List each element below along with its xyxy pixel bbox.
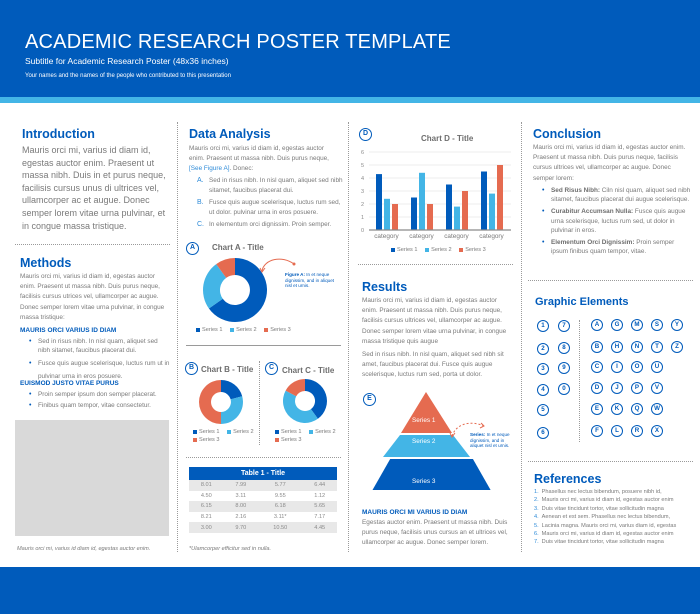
number-circle-icon: 5	[537, 404, 549, 416]
table-cell: 8.01	[189, 480, 224, 491]
letter-circle-icon: K	[611, 403, 623, 415]
letter-circle-icon: M	[631, 319, 643, 331]
legend-item: Series 3	[193, 437, 220, 443]
column-divider	[521, 122, 522, 552]
letter-circle-icon: A	[591, 319, 603, 331]
methods-body: Mauris orci mi, varius id diam id, egestas auctor enim. Praesent ut massa nibh. Duis purus neque, facilisis cursus utrices vel, ullamcorper ac augue. Donec semper lorem vitae urna pulvinar, in congue massa tristique:	[20, 273, 165, 321]
legend-item: Series 1	[193, 429, 220, 435]
reference-number: 5.	[534, 522, 539, 529]
axis-tick-label: category	[444, 233, 469, 240]
table-row	[189, 491, 337, 502]
number-circle-icon: 1	[537, 320, 549, 332]
list-item	[197, 220, 343, 230]
methods-subheading-1: MAURIS ORCI VARIUS ID DIAM	[20, 327, 117, 334]
table-footnote: *Ulamcorper efficitur sed in nulla.	[189, 546, 272, 552]
reference-text: Mauris orci mi, varius id diam id, egestas auctor enim	[541, 531, 674, 538]
letter-circle-icon: Q	[631, 403, 643, 415]
number-circle-icon: 4	[537, 384, 549, 396]
list-text: Fusce quis augue scelerisque, luctus rum sed, ut dolor. pulvinar urna in eros posuere.	[209, 199, 341, 216]
table-cell: 2.16	[235, 514, 247, 521]
legend-item: Series 1	[391, 247, 418, 253]
poster-title: ACADEMIC RESEARCH POSTER TEMPLATE	[25, 31, 451, 53]
data-table	[189, 467, 337, 533]
section-divider	[358, 264, 513, 265]
table-cell: 3.11*	[273, 514, 287, 521]
chart-e-badge: E	[363, 393, 376, 406]
conclusion-bullets	[542, 186, 692, 258]
axis-tick-label: category	[479, 233, 504, 240]
section-divider	[528, 461, 693, 462]
image-caption: Mauris orci mi, varius id diam id, egestas auctor enim.	[17, 546, 151, 552]
letter-circle-icon: B	[591, 341, 603, 353]
section-divider	[528, 280, 693, 281]
bullet-text: Proin semper ipsum finibus quam tempor, vitae.	[551, 239, 675, 256]
number-circle-icon: 8	[558, 342, 570, 354]
bullet-text: Ciln nisl quam, aliquet sed nibh sitamet, faucibus placerat dui augue scelerisque.	[551, 187, 691, 204]
methods-heading: Methods	[20, 256, 72, 270]
table-cell: 10.50	[258, 522, 302, 533]
table-cell: 6.18	[258, 501, 302, 512]
body-text: Mauris orci mi, varius id diam id, egestas auctor enim. Praesent ut massa nibh. Duis purus neque,	[189, 145, 329, 163]
legend-item: Series 2	[230, 327, 257, 333]
list-item	[197, 176, 343, 195]
data-analysis-list	[197, 176, 343, 233]
pyramid-tier-3-label: Series 3	[412, 478, 436, 485]
list-marker: C.	[197, 221, 204, 229]
reference-number: 1.	[534, 489, 539, 495]
chart-a-badge: A	[186, 242, 199, 255]
reference-item	[534, 505, 694, 513]
header-accent-stripe	[0, 97, 700, 103]
table-cell: 9.70	[224, 522, 259, 533]
reference-text: Duis vitae tincidunt tortor, vitae sollicitudin magna	[541, 505, 664, 512]
reference-text: Duis vitae tincidunt tortor, vitae sollicitudin magna	[541, 539, 664, 546]
list-item: • Finibus quam tempor, vitae consectetur.	[29, 401, 171, 410]
methods-subheading-2: EUISMOD JUSTO VITAE PURUS	[20, 380, 119, 387]
chart-e-subheading: MAURIS ORCI MI VARIUS ID DIAM	[362, 509, 468, 516]
results-body-1: Mauris orci mi, varius id diam id, egestas auctor enim. Praesent ut massa nibh. Duis purus neque, facilisis cursus ultrices vel, ullamcorper ac augue. Donec semper lorem vitae urna pulvinar, in congue massa tristique quis augue	[362, 297, 507, 345]
list-item: • Sed in risus nibh. In nisl quam, aliquet sed nibh sitamet, faucibus placerat dui.	[29, 337, 171, 355]
chart-e-body: Egestas auctor enim. Praesent ut massa nibh. Duis purus neque, facilisis unus cursus an et ultrices vel, ullamcorper ac augue. Donec semper lorem.	[362, 519, 508, 547]
chart-d-x-axis-labels	[369, 233, 509, 240]
bullet-label: Sed Risus Nibh:	[551, 187, 601, 194]
reference-number: 6.	[534, 531, 539, 538]
letter-circle-icon: I	[611, 361, 623, 373]
reference-number: 4.	[534, 514, 539, 521]
column-divider	[177, 122, 178, 552]
svg-text:1: 1	[360, 215, 364, 221]
poster-authors: Your names and the names of the people who contributed to this presentation	[25, 73, 231, 79]
image-placeholder	[15, 420, 169, 536]
data-analysis-body	[189, 144, 341, 175]
pyramid-tier-1-label: Series 1	[412, 417, 436, 424]
chart-b-donut	[197, 378, 245, 426]
reference-item	[534, 530, 694, 538]
number-circle-icon: 2	[537, 343, 549, 355]
legend-item: Series 3	[459, 247, 486, 253]
reference-text: Phasellus nec lectus bibendum, posuere nibh id,	[541, 489, 662, 495]
reference-item	[534, 488, 694, 496]
letter-circle-icon: V	[651, 382, 663, 394]
number-circle-icon: 0	[558, 383, 570, 395]
legend-item: Series 3	[264, 327, 291, 333]
number-circle-icon: 7	[558, 320, 570, 332]
chart-b-badge: B	[185, 362, 198, 375]
reference-number: 2.	[534, 497, 539, 504]
table-cell: 6.44	[302, 480, 337, 491]
legend-item: Series 2	[309, 429, 336, 435]
chart-a-title: Chart A - Title	[212, 243, 264, 252]
conclusion-body: Mauris orci mi, varius id diam id, egestas auctor enim. Praesent ut massa nibh. Duis purus neque, facilisis cursus ultrices vel, ullamcorper ac augue. Donec semper lorem:	[533, 144, 686, 182]
table-row	[189, 501, 337, 512]
letter-circle-icon: U	[651, 361, 663, 373]
methods-bullets-2	[29, 390, 171, 412]
list-item	[197, 198, 343, 217]
chart-d-legend	[391, 247, 492, 253]
svg-text:0: 0	[360, 228, 364, 234]
section-divider	[186, 457, 341, 458]
table-row	[189, 522, 337, 533]
data-analysis-heading: Data Analysis	[189, 127, 271, 141]
svg-text:5: 5	[360, 163, 364, 169]
list-item: • Fusce quis augue scelerisque, luctus rum ut in pulvinar urna in eros posuere.	[29, 357, 171, 383]
annotation-label: Series:	[470, 432, 486, 437]
introduction-heading: Introduction	[22, 127, 95, 141]
letter-circle-icon: L	[611, 425, 623, 437]
table-cell: 8.21	[200, 514, 212, 521]
reference-item	[534, 496, 694, 504]
legend-item: Series 2	[425, 247, 452, 253]
letter-circle-icon: Z	[671, 341, 683, 353]
letter-circle-icon: P	[631, 382, 643, 394]
list-marker: B.	[197, 199, 204, 207]
table-cell: 7.17	[314, 514, 326, 521]
reference-number: 7.	[534, 539, 539, 546]
letter-circle-icon: R	[631, 425, 643, 437]
svg-text:3: 3	[360, 189, 364, 195]
methods-bullets-1	[29, 337, 171, 385]
legend-item: Series 2	[227, 429, 254, 435]
table-cell: 5.65	[302, 501, 337, 512]
table-title: Table 1 - Title	[189, 467, 337, 480]
table-row	[189, 480, 337, 491]
section-divider	[15, 244, 170, 245]
svg-text:2: 2	[360, 202, 364, 208]
list-item	[542, 238, 692, 256]
annotation-text: In et neque dignissim, and in aliquet nisl et urnis.	[285, 272, 335, 289]
results-heading: Results	[362, 280, 408, 294]
reference-text: Aenean et est sem. Phasellus nec lectus bibendum,	[541, 514, 671, 521]
letter-circle-icon: S	[651, 319, 663, 331]
references-heading: References	[534, 472, 602, 486]
letter-circle-icon: E	[591, 403, 603, 415]
table-cell: 9.55	[274, 492, 286, 499]
table-cell: 4.45	[302, 522, 337, 533]
chart-b-title: Chart B - Title	[201, 365, 254, 374]
figure-a-link[interactable]: [See Figure A]	[189, 165, 230, 173]
body-text: . Donec:	[229, 165, 254, 173]
chart-c-title: Chart C - Title	[282, 366, 335, 375]
number-circle-icon: 9	[558, 362, 570, 374]
reference-item	[534, 538, 694, 546]
poster-subtitle: Subtitle for Academic Research Poster (48x36 inches)	[25, 56, 229, 66]
references-list	[534, 488, 694, 547]
table-cell: 7.99	[224, 480, 259, 491]
legend-item: Series 3	[275, 437, 302, 443]
letter-circle-icon: O	[631, 361, 643, 373]
poster-footer	[0, 567, 700, 614]
list-text: Sed in risus nibh. In nisl quam, aliquet sed nibh sitamet, faucibus placerat dui.	[209, 177, 343, 194]
pyramid-tier-2-label: Series 2	[412, 438, 436, 445]
chart-c-badge: C	[265, 362, 278, 375]
letter-circle-icon: H	[611, 341, 623, 353]
list-text: In elementum orci dignissim. Proin semper.	[209, 221, 332, 229]
chart-c-legend	[275, 428, 345, 444]
chart-c-donut	[281, 377, 329, 425]
letter-circle-icon: W	[651, 403, 663, 415]
letter-circle-icon: Y	[671, 319, 683, 331]
reference-text: Mauris orci mi, varius id diam id, egestas auctor enim	[541, 497, 674, 504]
letter-circle-icon: F	[591, 425, 603, 437]
letter-circle-icon: N	[631, 341, 643, 353]
reference-item	[534, 522, 694, 530]
axis-tick-label: category	[409, 233, 434, 240]
column-divider	[348, 122, 349, 552]
table-cell: 8.00	[224, 501, 259, 512]
graphic-elements-divider	[579, 320, 580, 442]
svg-text:4: 4	[360, 176, 364, 182]
legend-item: Series 1	[275, 429, 302, 435]
table-cell: 6.15	[189, 501, 224, 512]
introduction-body: Mauris orci mi, varius id diam id, egestas auctor enim. Praesent ut massa nibh. Duis in et purus neque, facilisis cursus unus di ultrices vel, ullamcorper ac et augue. Donec semper lorem vitae urna pulvinar, et in congue massa tristique.	[22, 145, 166, 231]
chart-a-legend	[196, 327, 297, 333]
annotation-label: Figure A:	[285, 272, 305, 277]
reference-item	[534, 513, 694, 521]
svg-text:6: 6	[360, 150, 364, 156]
bullet-label: Curabitur Accumsan Nulla:	[551, 208, 634, 216]
list-item: • Proin semper ipsum don semper placerat.	[29, 390, 171, 399]
number-circle-icon: 6	[537, 427, 549, 439]
annotation-text: In et neque dignissim, and in aliquet nisl et urnis.	[470, 432, 510, 449]
chart-d-title: Chart D - Title	[421, 134, 474, 143]
chart-a-annotation	[285, 272, 341, 289]
letter-circle-icon: J	[611, 382, 623, 394]
chart-divider	[259, 361, 260, 445]
table-cell: 4.50	[200, 492, 212, 499]
letter-circle-icon: T	[651, 341, 663, 353]
section-divider	[186, 345, 341, 346]
table-cell: 3.11	[235, 492, 247, 499]
bullet-text: Fusce quis augue urna scelerisque, luctus rum sed, ut dolor in pulvinar in eros.	[551, 208, 686, 234]
bullet-label: Elementum Orci Dignissim:	[551, 239, 635, 247]
graphic-elements-heading: Graphic Elements	[535, 296, 629, 308]
list-item	[542, 186, 692, 204]
letter-circle-icon: G	[611, 319, 623, 331]
chart-e-annotation	[470, 432, 516, 449]
chart-b-legend	[193, 428, 263, 444]
legend-item: Series 1	[196, 327, 223, 333]
axis-tick-label: category	[374, 233, 399, 240]
letter-circle-icon: C	[591, 361, 603, 373]
reference-text: Lacinia magna. Mauris orci mi, varius diam id, egestas	[541, 522, 677, 529]
letter-circle-icon: X	[651, 425, 663, 437]
conclusion-heading: Conclusion	[533, 127, 602, 141]
table-row	[189, 512, 337, 523]
letter-circle-icon: D	[591, 382, 603, 394]
list-item	[542, 207, 692, 235]
number-circle-icon: 3	[537, 363, 549, 375]
table-cell: 1.12	[314, 492, 326, 499]
list-marker: A.	[197, 177, 204, 184]
results-body-2: Sed in risus nibh. In nisl quam, aliquet sed nibh sit amet, faucibus placerat dui. Fusce quis augue scelerisque, luctus rum sed, porta ut dolor.	[362, 351, 504, 379]
chart-d-badge: D	[359, 128, 372, 141]
table-cell: 5.77	[258, 480, 302, 491]
table-cell: 3.00	[189, 522, 224, 533]
reference-number: 3.	[534, 505, 539, 512]
